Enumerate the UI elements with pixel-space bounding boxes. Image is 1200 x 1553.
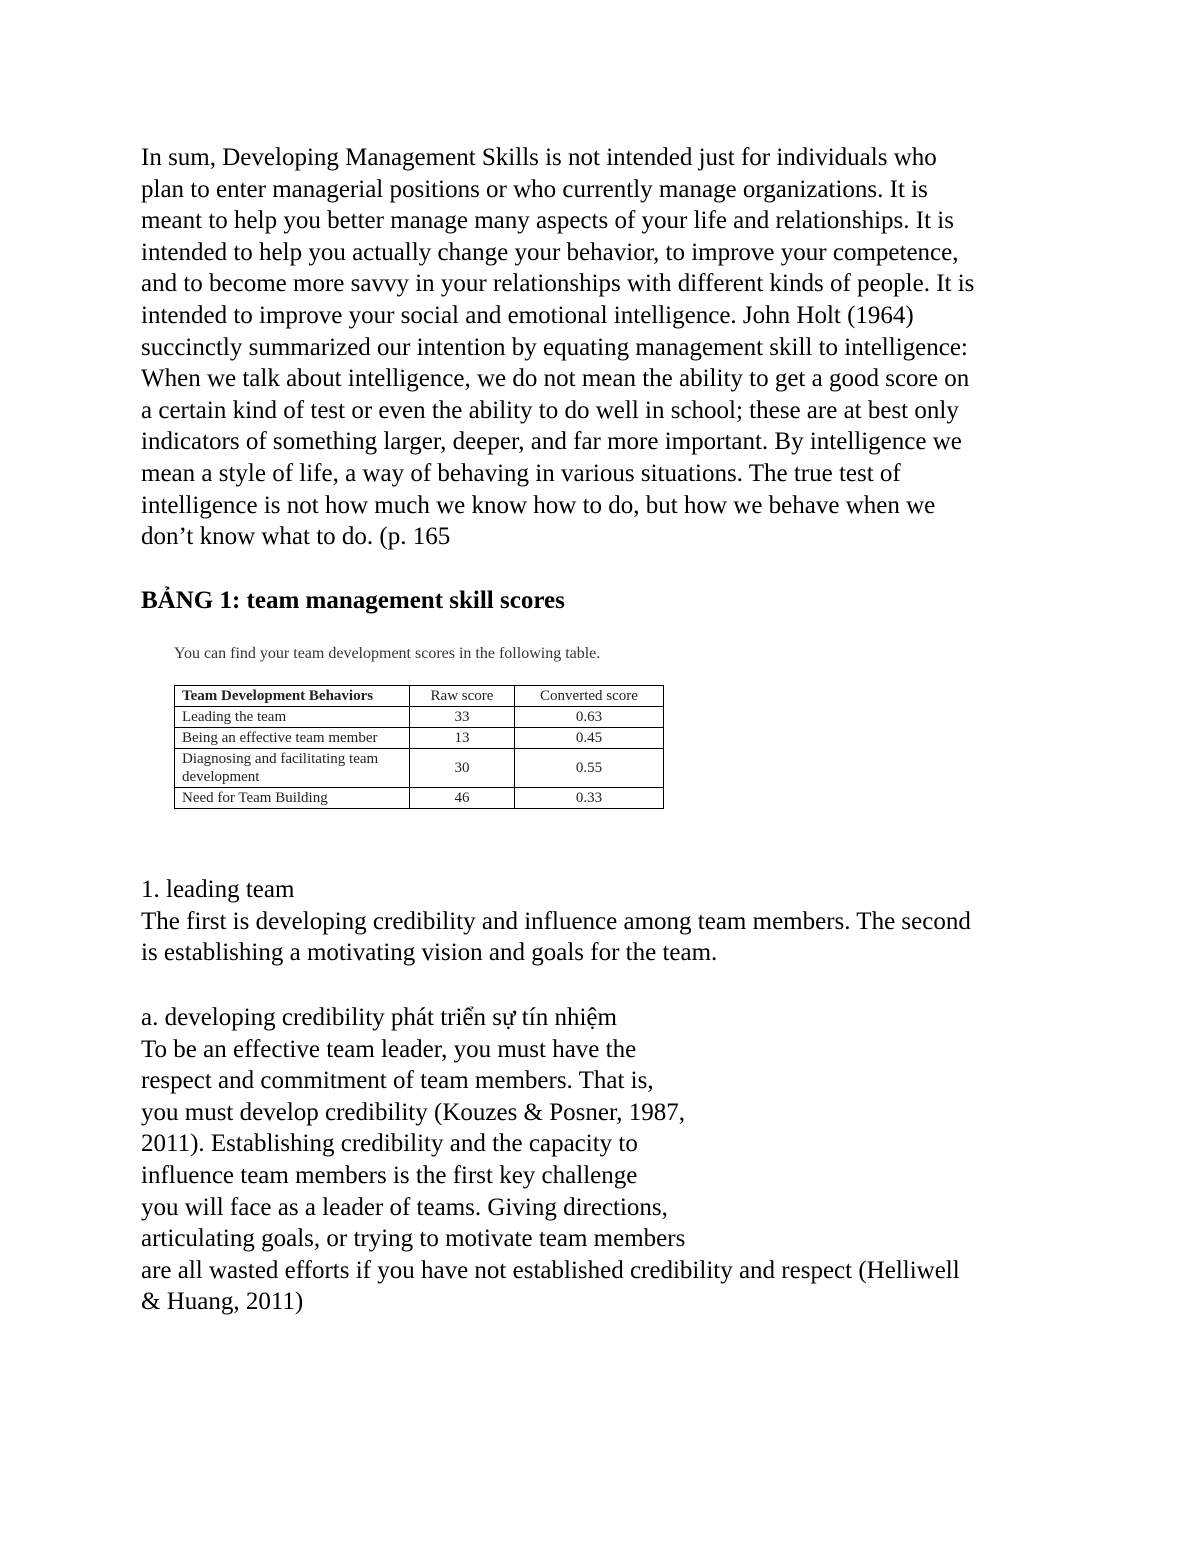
paragraph-line: are all wasted efforts if you have not established credibility and respect (Helliwell bbox=[141, 1256, 960, 1284]
intro-paragraph bbox=[141, 142, 1101, 553]
table-header-row bbox=[175, 686, 664, 707]
paragraph-line: intended to help you actually change your behavior, to improve your competence, bbox=[141, 238, 959, 266]
converted-score-cell: 0.63 bbox=[515, 707, 664, 728]
paragraph-line: intelligence is not how much we know how to do, but how we behave when we bbox=[141, 491, 936, 519]
table-row bbox=[175, 749, 664, 788]
table-row bbox=[175, 788, 664, 809]
converted-score-cell: 0.45 bbox=[515, 728, 664, 749]
paragraph-line: is establishing a motivating vision and goals for the team. bbox=[141, 939, 718, 967]
paragraph-line: mean a style of life, a way of behaving in various situations. The true test of bbox=[141, 459, 901, 487]
header-raw-score: Raw score bbox=[410, 686, 515, 707]
section-title: 1. leading team bbox=[141, 876, 295, 903]
paragraph-line: a certain kind of test or even the ability to do well in school; these are at best only bbox=[141, 396, 959, 424]
raw-score-cell: 30 bbox=[410, 749, 515, 788]
header-behaviors: Team Development Behaviors bbox=[175, 686, 410, 707]
raw-score-cell: 33 bbox=[410, 707, 515, 728]
behavior-cell: Diagnosing and facilitating team development bbox=[175, 749, 410, 788]
paragraph-line: meant to help you better manage many aspects of your life and relationships. It is bbox=[141, 207, 954, 235]
paragraph-line: respect and commitment of team members. That is, bbox=[141, 1067, 654, 1095]
paragraph-line: influence team members is the first key challenge bbox=[141, 1161, 638, 1189]
paragraph-line: & Huang, 2011) bbox=[141, 1288, 304, 1316]
behavior-cell: Leading the team bbox=[175, 707, 410, 728]
paragraph-line: In sum, Developing Management Skills is not intended just for individuals who bbox=[141, 144, 937, 171]
subsection-title: a. developing credibility phát triển sự tín nhiệm bbox=[141, 1004, 617, 1031]
converted-score-cell: 0.55 bbox=[515, 749, 664, 788]
paragraph-line: plan to enter managerial positions or who currently manage organizations. It is bbox=[141, 175, 928, 203]
paragraph-line: don’t know what to do. (p. 165 bbox=[141, 523, 451, 551]
paragraph-line: intended to improve your social and emotional intelligence. John Holt (1964) bbox=[141, 301, 914, 329]
table-row bbox=[175, 728, 664, 749]
paragraph-line: 2011). Establishing credibility and the capacity to bbox=[141, 1130, 638, 1158]
paragraph-line: articulating goals, or trying to motivate team members bbox=[141, 1225, 686, 1253]
section-developing-credibility bbox=[141, 1002, 1101, 1318]
behavior-cell: Being an effective team member bbox=[175, 728, 410, 749]
header-converted-score: Converted score bbox=[515, 686, 664, 707]
section-leading-team bbox=[141, 874, 1101, 969]
paragraph-line: succinctly summarized our intention by equating management skill to intelligence: bbox=[141, 333, 968, 361]
paragraph-line: The first is developing credibility and influence among team members. The second bbox=[141, 907, 971, 935]
paragraph-line: you must develop credibility (Kouzes & Posner, 1987, bbox=[141, 1098, 686, 1126]
paragraph-line: When we talk about intelligence, we do not mean the ability to get a good score on bbox=[141, 365, 970, 393]
converted-score-cell: 0.33 bbox=[515, 788, 664, 809]
table-row bbox=[175, 707, 664, 728]
table-heading: BẢNG 1: team management skill scores bbox=[141, 587, 565, 614]
behavior-cell: Need for Team Building bbox=[175, 788, 410, 809]
raw-score-cell: 13 bbox=[410, 728, 515, 749]
table-caption: You can find your team development scores in the following table. bbox=[174, 645, 601, 662]
paragraph-line: and to become more savvy in your relationships with different kinds of people. It is bbox=[141, 270, 975, 298]
paragraph-line: you will face as a leader of teams. Giving directions, bbox=[141, 1193, 668, 1221]
raw-score-cell: 46 bbox=[410, 788, 515, 809]
score-table bbox=[174, 685, 664, 809]
paragraph-line: indicators of something larger, deeper, and far more important. By intelligence we bbox=[141, 428, 962, 456]
paragraph-line: To be an effective team leader, you must have the bbox=[141, 1035, 637, 1063]
